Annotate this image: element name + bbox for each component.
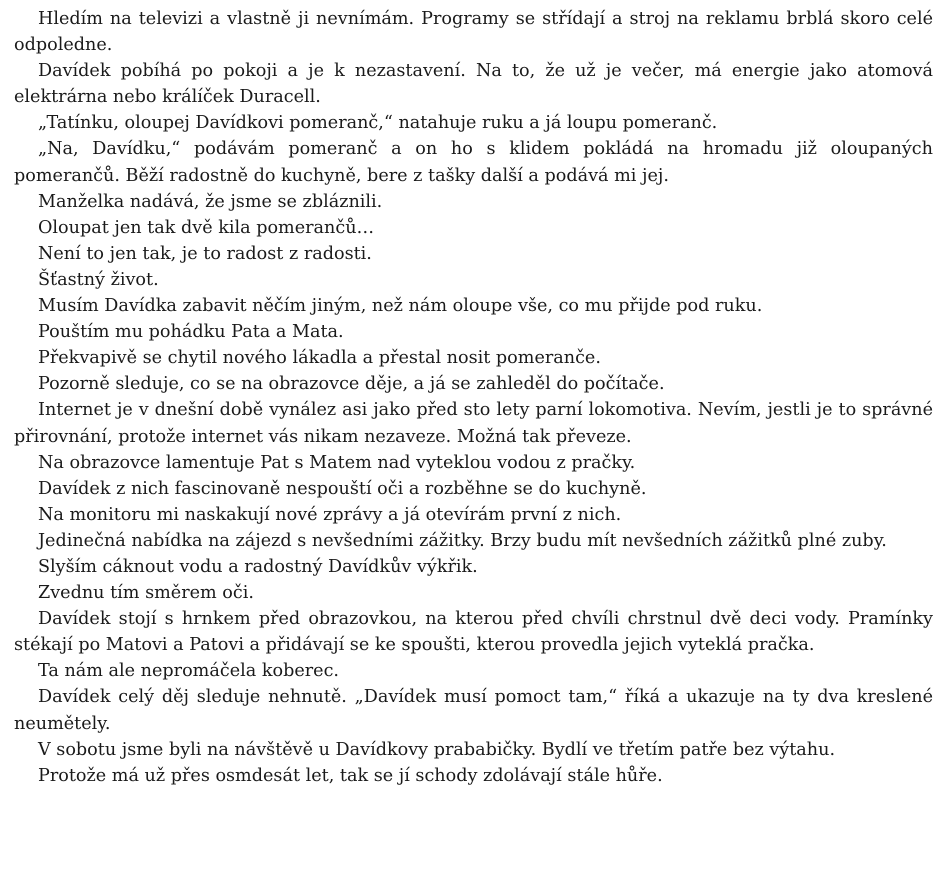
paragraph: Šťastný život. xyxy=(38,269,159,290)
paragraph: Davídek z nich fascinovaně nespouští oči a rozběhne se do kuchyně. xyxy=(38,478,647,499)
paragraph: Na monitoru mi naskakují nové zprávy a já otevírám první z nich. xyxy=(38,504,622,525)
paragraph: Pouštím mu pohádku Pata a Mata. xyxy=(38,322,344,343)
paragraph: Oloupat jen tak dvě kila pomerančů… xyxy=(38,217,375,238)
paragraph: Davídek stojí s hrnkem před obrazovkou, na kterou před chvíli chrstnul dvě deci vody. Pramínky stékají po Matovi a Patovi a přidávají se ke spoušti, kterou provedla jejich vyteklá pračka. xyxy=(14,609,933,656)
paragraph: Ta nám ale nepromáčela koberec. xyxy=(38,661,340,682)
paragraph: „Tatínku, oloupej Davídkovi pomeranč,“ natahuje ruku a já loupu pomeranč. xyxy=(38,113,718,134)
paragraph: Hledím na televizi a vlastně ji nevnímám. Programy se střídají a stroj na reklamu brblá skoro celé odpoledne. xyxy=(14,9,933,56)
paragraph: Není to jen tak, je to radost z radosti. xyxy=(38,243,372,264)
paragraph: Davídek celý děj sleduje nehnutě. „Davídek musí pomoct tam,“ říká a ukazuje na ty dva kreslené neumětely. xyxy=(14,687,933,734)
paragraph: Internet je v dnešní době vynález asi jako před sto lety parní lokomotiva. Nevím, jestli je to správné přirovnání, protože internet vás nikam nezaveze. Možná tak převeze. xyxy=(14,400,933,447)
paragraph: V sobotu jsme byli na návštěvě u Davídkovy prababičky. Bydlí ve třetím patře bez výtahu. xyxy=(38,739,836,760)
paragraph: Protože má už přes osmdesát let, tak se jí schody zdolávají stále hůře. xyxy=(38,765,663,786)
paragraph: Manželka nadává, že jsme se zbláznili. xyxy=(38,191,383,212)
paragraph: Slyším cáknout vodu a radostný Davídkův výkřik. xyxy=(38,556,478,577)
paragraph: Zvednu tím směrem oči. xyxy=(38,583,254,604)
paragraph: Jedinečná nabídka na zájezd s nevšedními zážitky. Brzy budu mít nevšedních zážitků plné zuby. xyxy=(38,530,887,551)
paragraph: „Na, Davídku,“ podávám pomeranč a on ho s klidem pokládá na hromadu již oloupaných pomerančů. Běží radostně do kuchyně, bere z tašky další a podává mi jej. xyxy=(14,139,933,186)
paragraph: Překvapivě se chytil nového lákadla a přestal nosit pomeranče. xyxy=(38,348,601,369)
paragraph: Na obrazovce lamentuje Pat s Matem nad vyteklou vodou z pračky. xyxy=(38,452,636,473)
paragraph: Musím Davídka zabavit něčím jiným, než nám oloupe vše, co mu přijde pod ruku. xyxy=(38,296,763,317)
paragraph: Davídek pobíhá po pokoji a je k nezastavení. Na to, že už je večer, má energie jako atomová elektrárna nebo králíček Duracell. xyxy=(14,61,933,108)
paragraph: Pozorně sleduje, co se na obrazovce děje, a já se zahleděl do počítače. xyxy=(38,374,665,395)
